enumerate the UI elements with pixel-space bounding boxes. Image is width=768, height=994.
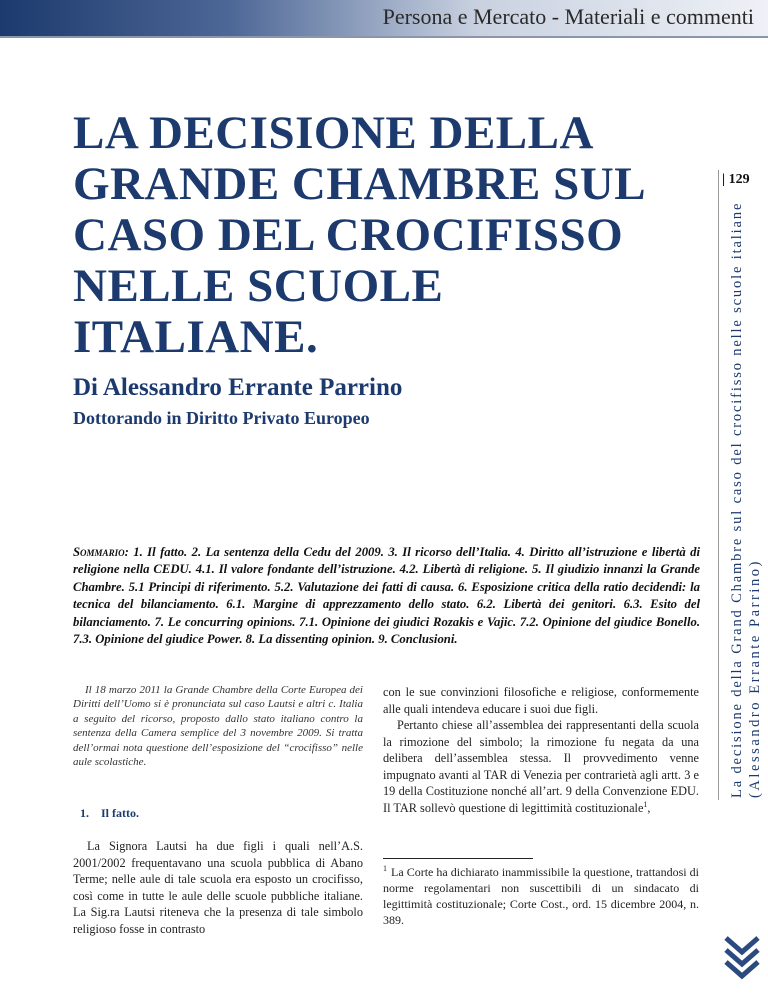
article-title: LA DECISIONE DELLA GRANDE CHAMBRE SUL CASO DEL CROCIFISSO NELLE SCUOLE ITALIANE. (73, 107, 644, 363)
running-title-svg (725, 200, 763, 800)
triple-chevron-down-icon (720, 932, 764, 982)
margin-rule (718, 170, 719, 800)
journal-title: Persona e Mercato - Materiali e commenti (382, 4, 754, 29)
section-number: 1. (80, 806, 89, 820)
footnote-1 (383, 864, 699, 928)
summary-text: 1. Il fatto. 2. La sentenza della Cedu del 2009. 3. Il ricorso dell’Italia. 4. Diritto all’istruzione e libertà di religione nella CEDU. 4.1. Il valore fondante dell’istruzione. 4.2. Libertà di religione. 5. Il giudizio innanzi la Grande Chambre. 5.1 Principi di riferimento. 5.2. Valutazione dei fatti di causa. 6. Esposizione critica della ratio decidendi: la tecnica del bilanciamento. 6.1. Margine di apprezzamento dello stato. 6.2. Libertà dei genitori. 6.3. Esito del bilanciamento. 7. Le concurring opinions. 7.1. Opinione dei giudici Rozakis e Vajic. 7.2. Opinione del giudice Bonello. 7.3. Opinione del giudice Power. 8. La dissenting opinion. 9. Conclusioni. (73, 545, 700, 647)
running-title (725, 200, 763, 800)
body-paragraph-right-2 (383, 717, 699, 816)
footnote-rule (383, 858, 533, 859)
footnote-text: La Corte ha dichiarato inammissibile la questione, trattandosi di norme regolamentari non suscettibili di un sindacato di legittimità costituzionale; Corte Cost., ord. 15 dicembre 2004, n. 389. (383, 865, 699, 927)
footnote-ref[interactable]: 1 (643, 799, 648, 809)
section-heading-1 (80, 806, 151, 821)
section-title: Il fatto. (101, 806, 139, 820)
running-title-line2: (Alessandro Errante Parrino) (747, 558, 763, 798)
body-paragraph-right-2-text: Pertanto chiese all’assemblea dei rappresentanti della scuola la rimozione del simbolo; la rimozione fu negata da una delibera dell’assemblea stessa. Il provvedimento venne impugnato avanti al TAR di Venezia per contrarietà agli artt. 3 e 19 della Costituzione nonché all’art. 9 della Convenzione EDU. Il TAR sollevò questione di legittimità costituzionale (383, 718, 699, 815)
header-rule (0, 36, 768, 38)
body-paragraph-left: La Signora Lautsi ha due figli i quali nell’A.S. 2001/2002 frequentavano una scuola pubblica di Abano Terme; nelle aule di tale scuola era esposto un crocifisso, così come in tutte le aule delle scuole pubbliche italiane. La Sig.ra Lautsi riteneva che la presenza di tale simbolo religioso fosse in contrasto (73, 839, 363, 936)
article-author: Di Alessandro Errante Parrino (73, 374, 403, 401)
summary-label: Sommario: (73, 545, 129, 559)
abstract: Il 18 marzo 2011 la Grande Chambre della Corte Europea dei Diritti dell’Uomo si è pronunciata sul caso Lautsi e altri c. Italia a seguito del ricorso, proposto dallo stato italiano contro la sentenza della Camera semplice del 3 novembre 2009. Si tratta dell’ormai nota questione dell’esposizione del “crocifisso” nelle aule scolastiche. (73, 684, 363, 769)
summary (73, 544, 700, 648)
footnote-number: 1 (383, 864, 387, 873)
body-paragraph-right-1: con le sue convinzioni filosofiche e religiose, conformemente alle quali intendeva educare i suoi due figli. (383, 685, 699, 716)
author-affiliation: Dottorando in Diritto Privato Europeo (73, 408, 370, 428)
body-paragraph-right-2-end: , (647, 800, 651, 815)
running-title-line1: La decisione della Grand Chambre sul caso del crocifisso nelle scuole italiane (729, 200, 745, 798)
page-number: | 129 (722, 172, 750, 187)
body-column-right (383, 684, 699, 816)
